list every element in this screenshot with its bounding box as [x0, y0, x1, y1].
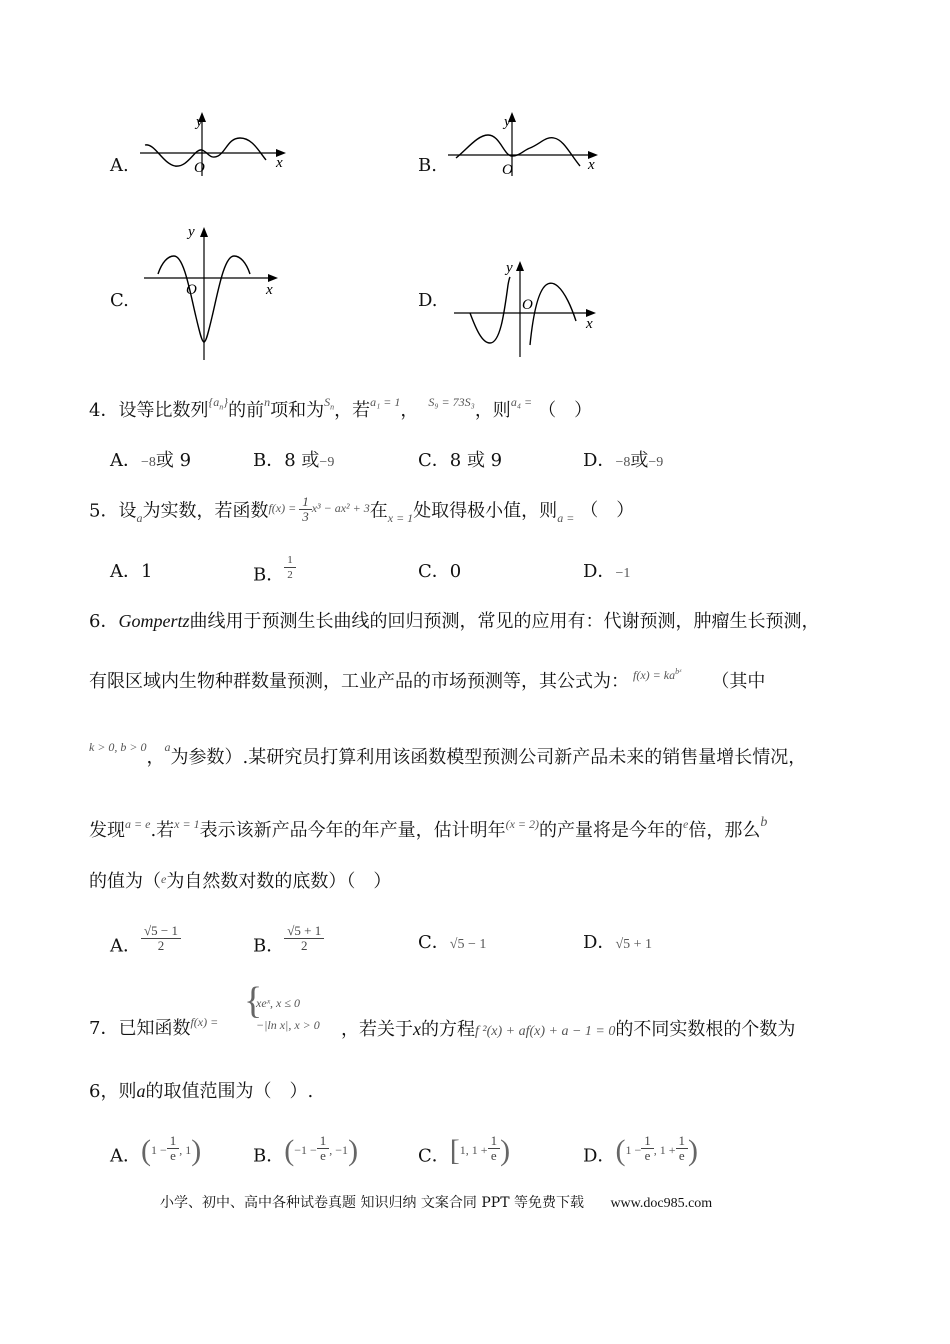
curve-a	[145, 138, 266, 166]
graph-a	[140, 108, 290, 178]
q4-option-b[interactable]: B．8 或−9	[253, 450, 335, 471]
q5-option-c[interactable]: C．0	[418, 561, 462, 582]
option-c-label: C.	[110, 290, 129, 311]
q6-line3: $^{k > 0, b > 0}$，$^a$为参数）.某研究员打算利用该函数模型预测公司新产品未来的销售量增长情况，	[89, 740, 807, 768]
q5-option-a[interactable]: A．1	[110, 561, 153, 582]
q6-formula: f(x) = kabˣ	[633, 667, 682, 682]
footer-url[interactable]: www.doc985.com	[610, 1196, 713, 1211]
origin-label: O	[502, 162, 513, 178]
x-label: x	[276, 155, 283, 171]
origin-label: O	[522, 297, 533, 313]
q4-text6: ，则	[474, 400, 511, 421]
q7-number: 7．	[89, 1018, 119, 1039]
option-a-label: A.	[110, 155, 129, 176]
q7-option-b[interactable]: B．($^{-1 -}$ $\frac{1}{e}$ $^{, -1}$)	[253, 1133, 359, 1167]
option-b-label: B.	[418, 155, 437, 176]
q6-option-c[interactable]: C．√5 − 1	[418, 932, 487, 953]
q4-option-a[interactable]: A．−8或 9	[110, 450, 192, 471]
x-arrow	[268, 274, 278, 282]
y-arrow	[516, 261, 524, 271]
question-5: 5．设$_a$为实数，若函数$^{f(x) = \frac{1}{3} x^3 - ax^2 + 3}$在$_{x = 1}$处取得极小值，则$_{a =}$ （ ）	[89, 494, 635, 526]
q4-text2: 的前	[228, 400, 265, 421]
q4-S: Sn	[324, 395, 335, 412]
q5-a: a	[136, 511, 143, 526]
q4-seq: {an}	[208, 395, 229, 412]
q7-line2: 6，则a的取值范围为（ ）.	[89, 1081, 314, 1102]
graph-d	[450, 255, 605, 360]
q6-line4: 发现$^{a = e}$.若$^{x = 1}$表示该新产品今年的年产量，估计明年$^{(x = 2)}$的产量将是今年的$^e$倍，那么$^b$	[89, 815, 768, 841]
y-label: y	[196, 114, 203, 130]
q6-line2: 有限区域内生物种群数量预测，工业产品的市场预测等，其公式为： $^{f(x) = ka^{bˣ}}$ （其中	[89, 667, 766, 692]
q6-option-b[interactable]: B． $\frac{√5 + 1}{2}$	[253, 932, 324, 961]
q5-func: f(x) = 1 3 x³ − ax² + 3	[268, 494, 370, 524]
q4-text4: ，若	[334, 400, 371, 421]
q7-line1: 7．已知函数$^{f(x) =}$	[89, 1015, 219, 1039]
q7-line1b: ，若关于x的方程f ²(x) + af(x) + a − 1 = 0的不同实数根的个数为	[341, 1019, 796, 1040]
curve-d-right	[530, 283, 576, 345]
footer	[160, 1192, 712, 1212]
q5-x1: x = 1	[387, 511, 414, 526]
q5-option-b[interactable]: B． $\frac{1}{2}$	[253, 561, 296, 590]
y-label: y	[504, 114, 511, 130]
q4-text5: ，	[400, 400, 419, 421]
q4-number: 4．	[89, 400, 119, 421]
y-label: y	[506, 260, 513, 276]
q7-option-c[interactable]: C．[$^{1, 1 +}$ $\frac{1}{e}$ )	[418, 1133, 511, 1167]
q4-option-c[interactable]: C．8 或 9	[418, 450, 503, 471]
q7-option-a[interactable]: A．($^{1 -}$ $\frac{1}{e}$ $^{, 1}$)	[110, 1133, 202, 1167]
footer-text: 小学、初中、高中各种试卷真题 知识归纳 文案合同 PPT 等免费下载	[160, 1195, 584, 1211]
q6-cond: k > 0, b > 0	[89, 740, 147, 754]
q6-option-d[interactable]: D．√5 + 1	[583, 932, 653, 953]
q5-option-d[interactable]: D．−1	[583, 561, 631, 582]
x-label: x	[588, 157, 595, 173]
q6-name: Gompertz	[118, 611, 190, 631]
y-arrow	[200, 227, 208, 237]
q4-ask: a₄ =	[510, 395, 533, 409]
q4-text1: 设等比数列	[118, 400, 209, 421]
q6-line5: 的值为（$^e$为自然数对数的底数）（ ）	[89, 871, 392, 892]
q6-option-a[interactable]: A． $\frac{√5 - 1}{2}$	[110, 932, 181, 961]
curve-d-left	[470, 277, 510, 343]
option-d-label: D.	[418, 290, 438, 311]
question-4	[89, 395, 593, 424]
q4-paren: （ ）	[538, 400, 593, 421]
q4-cond1: a₁ = 1	[370, 395, 401, 409]
q5-ask: a =	[557, 511, 575, 526]
x-label: x	[586, 316, 593, 332]
q6-number: 6．	[89, 611, 119, 632]
q4-n: n	[264, 395, 271, 409]
q5-number: 5．	[89, 500, 119, 522]
graph-b	[448, 108, 603, 178]
q6-line1: 6．Gompertz曲线用于预测生长曲线的回归预测，常见的应用有：代谢预测，肿瘤生长预测，	[89, 611, 820, 632]
curve-b	[456, 135, 580, 166]
origin-label: O	[194, 160, 205, 176]
q7-option-d[interactable]: D．($^{1 -}$ $\frac{1}{e}$ $^{, 1 +}$ $\frac{1}{e}$ )	[583, 1133, 698, 1167]
y-label: y	[188, 224, 195, 240]
q4-option-d[interactable]: D．−8或−9	[583, 450, 664, 471]
x-label: x	[266, 282, 273, 298]
origin-label: O	[186, 282, 197, 298]
q4-text3: 项和为	[270, 400, 325, 421]
q4-cond2: S₉ = 73S₃	[428, 395, 475, 409]
graph-c	[140, 222, 285, 362]
q7-piecewise: { xeˣ, x ≤ 0 −|ln x|, x > 0	[244, 980, 320, 1032]
